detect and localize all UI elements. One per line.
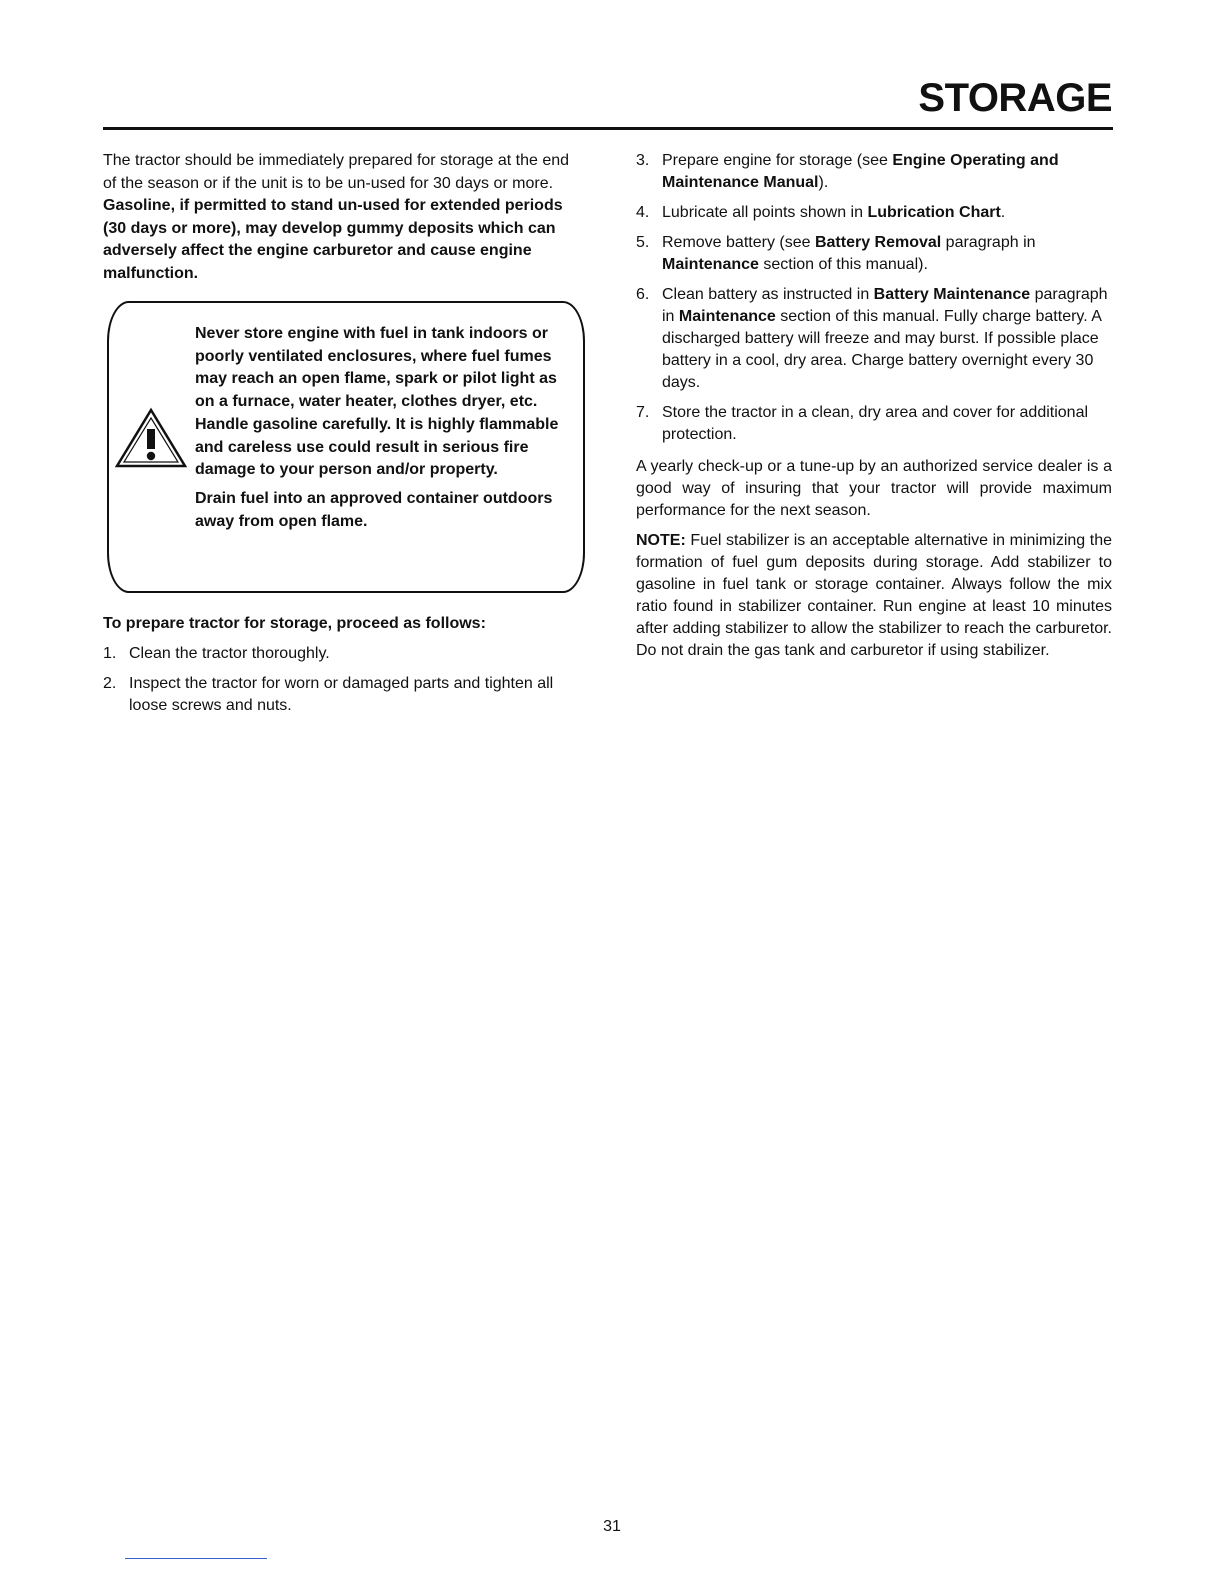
- step-2: [103, 673, 585, 717]
- step-text: Remove battery (see: [662, 234, 815, 251]
- step-4: [636, 202, 1112, 224]
- step-text: Lubricate all points shown in: [662, 204, 868, 221]
- ref-battery-maintenance: Battery Maintenance: [873, 286, 1031, 303]
- page-number: 31: [603, 1518, 621, 1535]
- step-text: section of this manual. Fully charge battery. A discharged battery will freeze and may burst. If possible place battery in a cool, dry area. Charge battery overnight every 30 days.: [662, 308, 1102, 391]
- step-text: Prepare engine for storage (see: [662, 152, 893, 169]
- checkup-paragraph: A yearly check-up or a tune-up by an authorized service dealer is a good way of insuring that your tractor will provide maximum performance for the next season.: [636, 458, 1112, 519]
- step-text: section of this manual).: [758, 256, 928, 273]
- steps-list-left: [103, 643, 585, 717]
- step-number: 2.: [103, 675, 117, 692]
- intro-text: The tractor should be immediately prepared for storage at the end of the season or if the unit is to be un-used for 30 days or more.: [103, 152, 570, 192]
- step-text: Store the tractor in a clean, dry area and cover for additional protection.: [662, 404, 1089, 443]
- ref-lubrication-chart: Lubrication Chart: [867, 204, 1001, 221]
- footer-line: [125, 1558, 267, 1559]
- warning-text: [195, 323, 567, 533]
- step-text: Clean the tractor thoroughly.: [129, 645, 330, 662]
- step-7: [636, 402, 1112, 446]
- step-number: 5.: [636, 234, 650, 251]
- step-text: paragraph in: [941, 234, 1036, 251]
- step-text: paragraph in: [662, 286, 1108, 325]
- page-title: STORAGE: [918, 76, 1112, 120]
- step-text: Clean battery as instructed in: [662, 286, 874, 303]
- warning-handle-gasoline: Handle gasoline carefully. It is highly flammable and careless use could result in serious fire damage to your person and/or property.: [195, 415, 559, 479]
- warning-fuel-storage: Never store engine with fuel in tank indoors or poorly ventilated enclosures, where fuel fumes may reach an open flame, spark or pilot light as on a furnace, water heater, clothes dryer, etc.: [195, 325, 557, 411]
- ref-engine-manual: Engine Operating and Maintenance Manual: [662, 152, 1059, 191]
- intro-paragraph: [103, 150, 585, 285]
- step-text: Inspect the tractor for worn or damaged parts and tighten all loose screws and nuts.: [129, 675, 554, 714]
- step-number: 4.: [636, 204, 650, 221]
- step-text: ).: [818, 174, 829, 191]
- note-paragraph: [636, 530, 1112, 662]
- step-6: [636, 284, 1112, 394]
- step-3: [636, 150, 1112, 194]
- note-label: NOTE:: [636, 532, 686, 549]
- steps-list-right: [636, 150, 1112, 446]
- right-column: [636, 150, 1112, 662]
- ref-battery-removal: Battery Removal: [814, 234, 942, 251]
- step-5: [636, 232, 1112, 276]
- step-number: 3.: [636, 152, 650, 169]
- step-number: 7.: [636, 404, 650, 421]
- title-rule: [103, 127, 1113, 130]
- warning-triangle-icon: [115, 407, 187, 469]
- warning-drain-fuel: Drain fuel into an approved container outdoors away from open flame.: [195, 489, 553, 530]
- ref-maintenance: Maintenance: [678, 308, 776, 325]
- steps-heading: To prepare tractor for storage, proceed as follows:: [103, 615, 486, 632]
- intro-bold-text: Gasoline, if permitted to stand un-used for extended periods (30 days or more), may develop gummy deposits which can adversely affect the engine carburetor and cause engine malfunction.: [103, 197, 563, 282]
- step-number: 1.: [103, 645, 117, 662]
- ref-maintenance: Maintenance: [662, 256, 759, 273]
- left-column: [103, 150, 585, 717]
- step-1: [103, 643, 585, 665]
- step-text: .: [1000, 204, 1006, 221]
- note-text: Fuel stabilizer is an acceptable alternative in minimizing the formation of fuel gum deposits during storage. Add stabilizer to gasoline in fuel tank or storage container. Always follow the mix ratio found in stabilizer container. Run engine at least 10 minutes after adding stabilizer to allow the stabilizer to reach the carburetor. Do not drain the gas tank and carburetor if using stabilizer.: [636, 532, 1112, 659]
- warning-box: [107, 301, 585, 593]
- step-number: 6.: [636, 286, 650, 303]
